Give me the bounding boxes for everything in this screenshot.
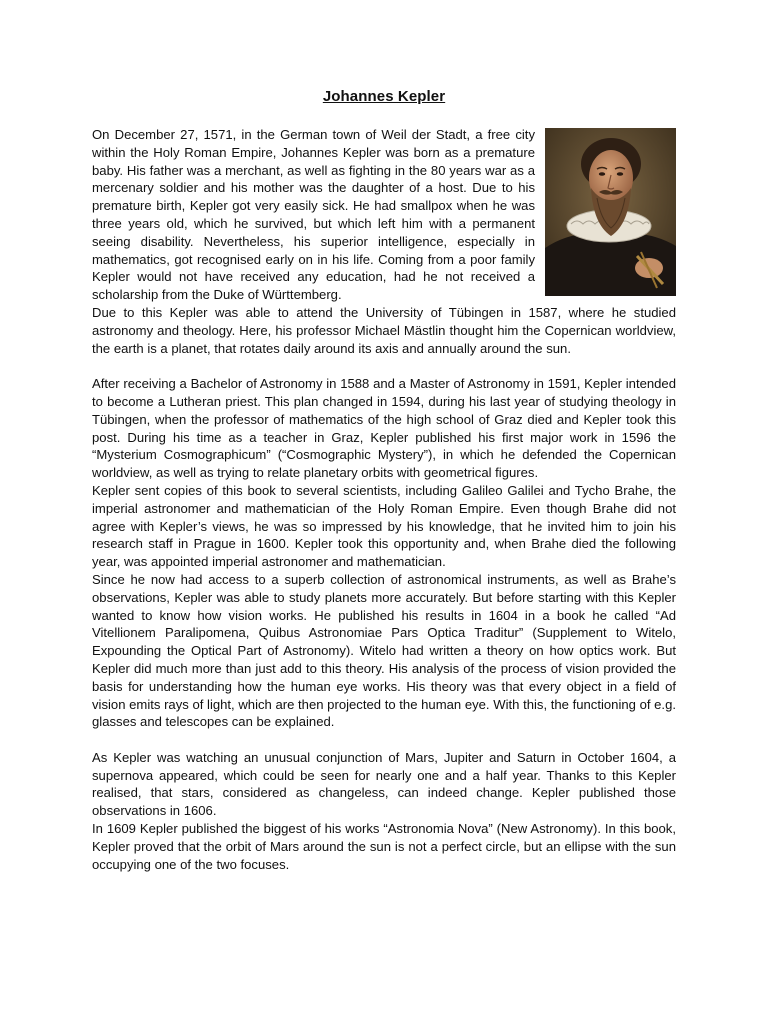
paragraph-2: Due to this Kepler was able to attend the University of Tübingen in 1587, where he studied astronomy and theology. Here, his professor Michael Mästlin thought him the Copernican worldview, the earth is a planet, that rotates daily around its axis and annually around the sun.	[92, 304, 676, 356]
paragraph-4: Kepler sent copies of this book to several scientists, including Galileo Galilei and Tycho Brahe, the imperial astronomer and mathematician of the Holy Roman Empire. Even though Brahe did not agree with Kepler’s views, he was so impressed by his knowledge, that he invited him to join his research staff in Prague in 1600. Kepler took this opportunity and, when Brahe died the following year, was appointed imperial astronomer and mathematician.	[92, 482, 676, 570]
portrait-image	[545, 128, 676, 296]
paragraph-3: After receiving a Bachelor of Astronomy in 1588 and a Master of Astronomy in 1591, Kepler intended to become a Lutheran priest. This plan changed in 1594, during his last year of studying theology in Tübingen, when the professor of mathematics of the high school of Graz died and Kepler took this post. During his time as a teacher in Graz, Kepler published his first major work in 1596 the “Mysterium Cosmographicum” (“Cosmographic Mystery”), in which he defended the Copernican worldview, as well as trying to relate planetary orbits with geometrical figures.	[92, 376, 676, 481]
paragraph-5: Since he now had access to a superb collection of astronomical instruments, as well as Brahe’s observations, Kepler was able to study planets more accurately. But before starting with this Kepler wanted to know how vision works. He published his results in 1604 in a book he called “Ad Vitellionem Paralipomena, Quibus Astronomiae Pars Optica Traditur” (Supplement to Witelo, Expounding the Optical Part of Astronomy). Witelo had written a theory on how optics work. But Kepler did much more than just add to this theory. His analysis of the process of vision provided the basis for understanding how the human eye works. His theory was that every object in a field of vision emits rays of light, which are then projected to the human eye. With this, the functioning of e.g. glasses and telescopes can be explained.	[92, 571, 676, 730]
paragraph-6: As Kepler was watching an unusual conjunction of Mars, Jupiter and Saturn in October 1604, a supernova appeared, which could be seen for nearly one and a half year. Thanks to this Kepler realised, that stars, considered as changeless, can indeed change. Kepler published those observations in 1606.	[92, 749, 676, 819]
paragraph-1: On December 27, 1571, in the German town of Weil der Stadt, a free city within the Holy Roman Empire, Johannes Kepler was born as a premature baby. His father was a merchant, as well as fighting in the 80 years war as a mercenary soldier and his mother was the daughter of a host. Due to his premature birth, Kepler got very easily sick. He had smallpox when he was three years old, which he survived, but which left him with a permanent seeing disability. Nevertheless, his superior intelligence, especially in mathematics, got recognised early on in his life. Coming from a poor family Kepler would not have received any education, had he not received a scholarship from the Duke of Württemberg.	[92, 127, 535, 303]
page-title: Johannes Kepler	[322, 88, 446, 105]
article-body	[92, 126, 676, 873]
kepler-portrait	[545, 128, 676, 296]
paragraph-7: In 1609 Kepler published the biggest of his works “Astronomia Nova” (New Astronomy). In this book, Kepler proved that the orbit of Mars around the sun is not a perfect circle, but an ellipse with the sun occupying one of the two focuses.	[92, 821, 676, 872]
